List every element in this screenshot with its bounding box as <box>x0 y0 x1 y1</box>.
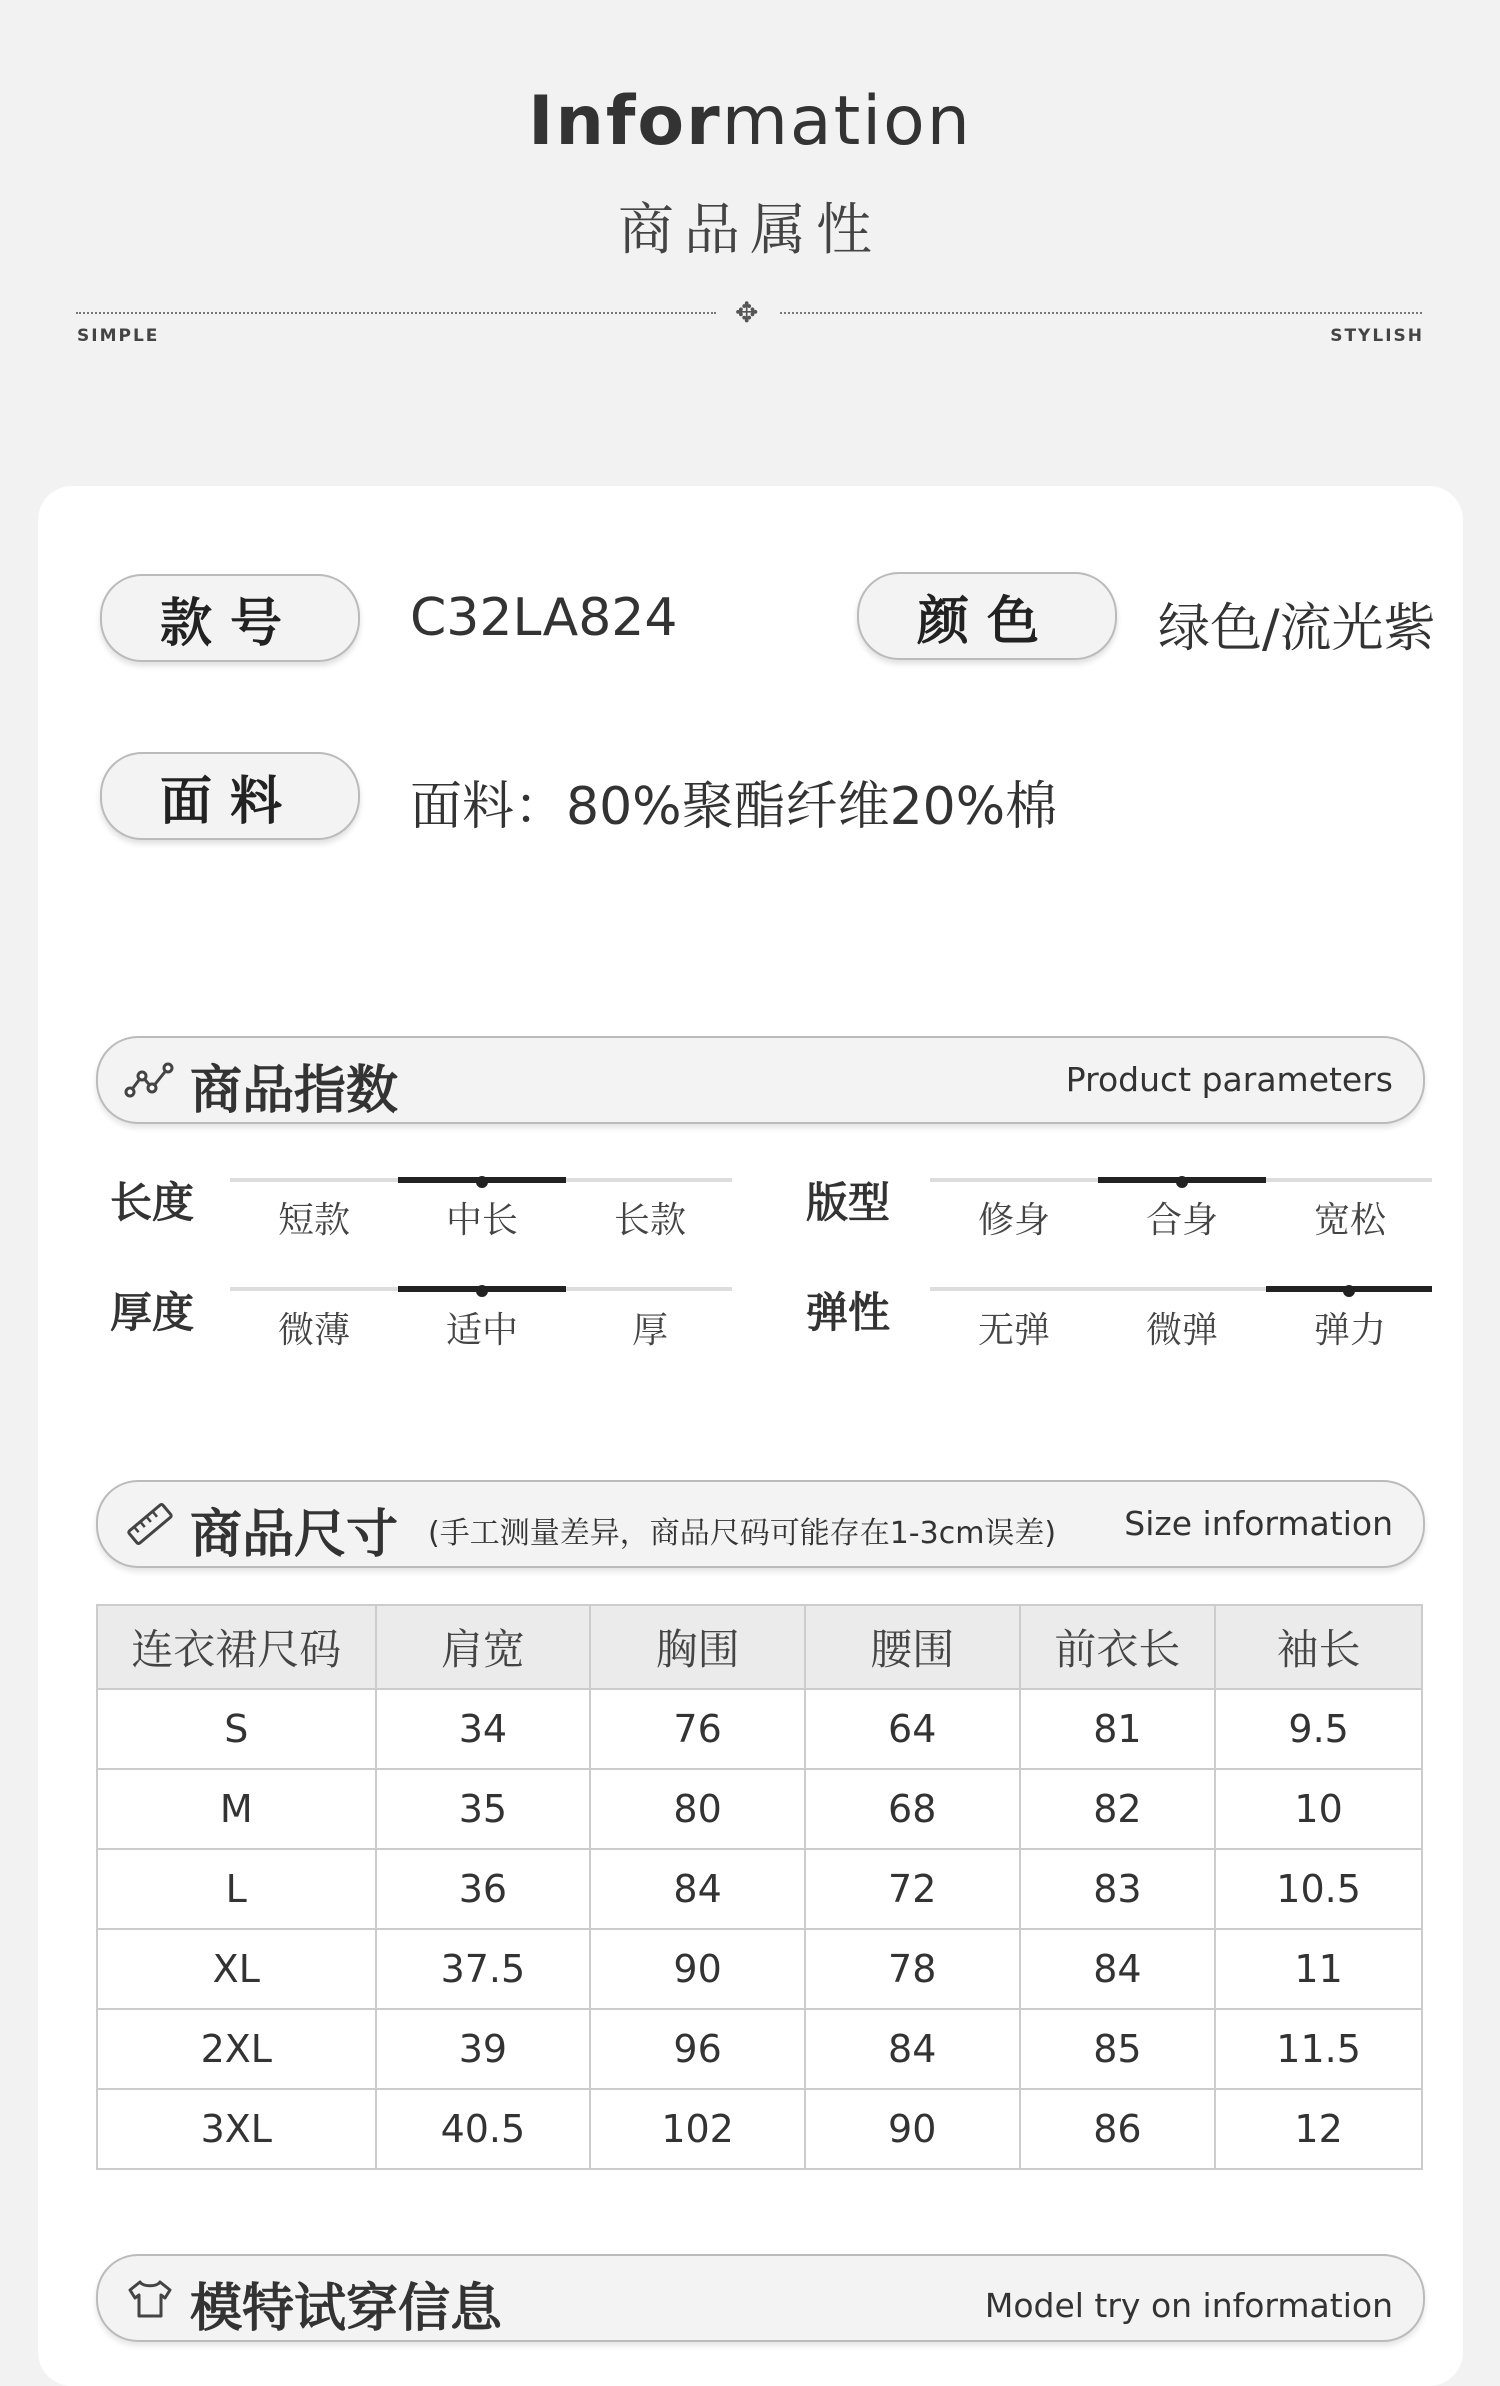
thickness-option-thin: 微薄 <box>277 1310 350 1351</box>
size-information-bar <box>96 1480 1425 1568</box>
table-row <box>97 2009 1422 2089</box>
size-information-title: 商品尺寸 <box>190 1505 399 1565</box>
table-cell: 90 <box>590 1929 805 2009</box>
index-label-length: 长度 <box>110 1178 195 1227</box>
table-cell: 96 <box>590 2009 805 2089</box>
fit-option-slim: 修身 <box>977 1200 1050 1241</box>
product-parameters-title: 商品指数 <box>190 1061 399 1121</box>
table-cell: 72 <box>805 1849 1020 1929</box>
ruler-icon <box>124 1502 176 1546</box>
table-cell: 10 <box>1215 1769 1422 1849</box>
tshirt-icon <box>124 2276 176 2320</box>
table-cell: 84 <box>805 2009 1020 2089</box>
size-table-header-row <box>97 1605 1422 1689</box>
size-table <box>96 1604 1423 2170</box>
column-header: 前衣长 <box>1020 1605 1216 1689</box>
table-cell: 36 <box>376 1849 591 1929</box>
model-try-on-bar <box>96 2254 1425 2342</box>
product-parameters-en: Product parameters <box>1065 1060 1393 1099</box>
size-information-en: Size information <box>1124 1504 1393 1543</box>
table-cell: 84 <box>1020 1929 1216 2009</box>
length-seg-0 <box>230 1178 398 1182</box>
column-header: 腰围 <box>805 1605 1020 1689</box>
style-no-label: 款号 <box>100 574 360 662</box>
header-title-rest: mation <box>721 82 972 161</box>
table-row <box>97 1769 1422 1849</box>
elasticity-seg-0 <box>930 1287 1098 1291</box>
length-option-medium: 中长 <box>445 1200 518 1241</box>
table-cell: 102 <box>590 2089 805 2169</box>
fit-seg-0 <box>930 1178 1098 1182</box>
column-header: 连衣裙尺码 <box>97 1605 376 1689</box>
table-cell: XL <box>97 1929 376 2009</box>
table-cell: 76 <box>590 1689 805 1769</box>
table-cell: 3XL <box>97 2089 376 2169</box>
fit-seg-2 <box>1266 1178 1432 1182</box>
table-cell: 12 <box>1215 2089 1422 2169</box>
table-cell: 81 <box>1020 1689 1216 1769</box>
table-cell: L <box>97 1849 376 1929</box>
table-cell: 11.5 <box>1215 2009 1422 2089</box>
model-try-on-title: 模特试穿信息 <box>190 2279 503 2339</box>
thickness-option-thick: 厚 <box>631 1310 668 1351</box>
header-title-bold: Infor <box>528 82 722 161</box>
simple-tag: SIMPLE <box>77 326 160 346</box>
table-cell: 9.5 <box>1215 1689 1422 1769</box>
model-try-on-en: Model try on information <box>984 2286 1393 2325</box>
table-cell: 85 <box>1020 2009 1216 2089</box>
table-cell: 2XL <box>97 2009 376 2089</box>
elasticity-option-none: 无弹 <box>977 1310 1050 1351</box>
table-cell: 10.5 <box>1215 1849 1422 1929</box>
table-cell: 11 <box>1215 1929 1422 2009</box>
length-seg-1-selected <box>398 1177 566 1183</box>
elasticity-option-slight: 微弹 <box>1145 1310 1218 1351</box>
size-information-note: (手工测量差异，商品尺码可能存在1-3cm误差) <box>428 1516 1057 1551</box>
thickness-seg-0 <box>230 1287 398 1291</box>
table-cell: 34 <box>376 1689 591 1769</box>
column-header: 袖长 <box>1215 1605 1422 1689</box>
column-header: 胸围 <box>590 1605 805 1689</box>
length-option-long: 长款 <box>613 1200 686 1241</box>
cross-ornament-icon: ✥ <box>735 296 759 329</box>
table-cell: 64 <box>805 1689 1020 1769</box>
stylish-tag: STYLISH <box>1330 326 1424 346</box>
product-parameters-bar <box>96 1036 1425 1124</box>
table-cell: 35 <box>376 1769 591 1849</box>
thickness-option-medium: 适中 <box>445 1310 518 1351</box>
table-cell: 86 <box>1020 2089 1216 2169</box>
table-cell: 39 <box>376 2009 591 2089</box>
thickness-seg-1-selected <box>398 1286 566 1292</box>
table-row <box>97 1689 1422 1769</box>
table-cell: 82 <box>1020 1769 1216 1849</box>
table-cell: M <box>97 1769 376 1849</box>
table-cell: 83 <box>1020 1849 1216 1929</box>
index-label-elasticity: 弹性 <box>806 1288 891 1337</box>
fit-seg-1-selected <box>1098 1177 1266 1183</box>
table-cell: 84 <box>590 1849 805 1929</box>
color-label: 颜色 <box>857 572 1117 660</box>
trend-line-icon <box>124 1058 176 1102</box>
index-label-thickness: 厚度 <box>110 1288 195 1337</box>
fabric-value: 面料：80%聚酯纤维20%棉 <box>410 777 1058 837</box>
table-row <box>97 1849 1422 1929</box>
table-cell: S <box>97 1689 376 1769</box>
index-label-fit: 版型 <box>806 1178 891 1227</box>
length-option-short: 短款 <box>277 1200 350 1241</box>
table-cell: 90 <box>805 2089 1020 2169</box>
table-row <box>97 1929 1422 2009</box>
elasticity-seg-2-selected <box>1266 1286 1432 1292</box>
table-cell: 80 <box>590 1769 805 1849</box>
fit-option-regular: 合身 <box>1145 1200 1218 1241</box>
fit-option-loose: 宽松 <box>1313 1200 1386 1241</box>
column-header: 肩宽 <box>376 1605 591 1689</box>
color-value: 绿色/流光紫 <box>1158 599 1436 659</box>
thickness-seg-2 <box>566 1287 732 1291</box>
table-cell: 68 <box>805 1769 1020 1849</box>
elasticity-seg-1 <box>1098 1287 1266 1291</box>
style-no-value: C32LA824 <box>410 588 678 648</box>
length-seg-2 <box>566 1178 732 1182</box>
fabric-label: 面料 <box>100 752 360 840</box>
table-cell: 78 <box>805 1929 1020 2009</box>
table-cell: 37.5 <box>376 1929 591 2009</box>
table-row <box>97 2089 1422 2169</box>
table-cell: 40.5 <box>376 2089 591 2169</box>
header-title <box>0 82 1500 161</box>
header-subtitle: 商品属性 <box>618 198 882 263</box>
divider-left <box>76 312 716 314</box>
divider-right <box>780 312 1422 314</box>
elasticity-option-stretch: 弹力 <box>1313 1310 1386 1351</box>
